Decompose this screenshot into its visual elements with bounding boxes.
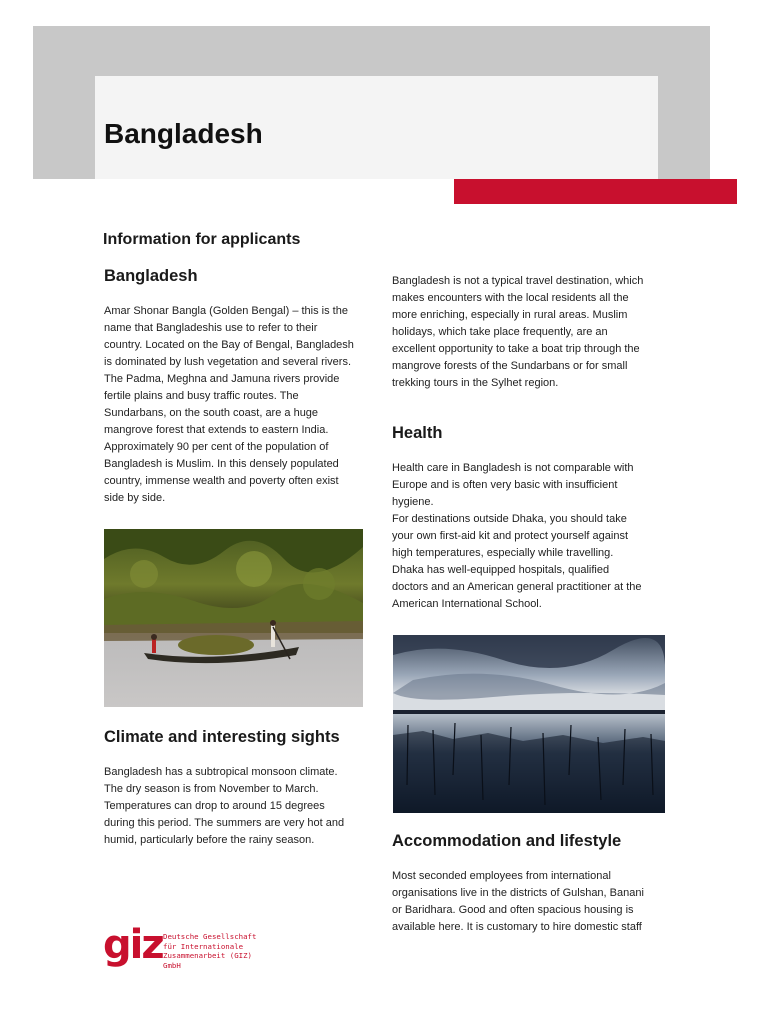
accommodation-heading: Accommodation and lifestyle [392, 832, 622, 850]
bangladesh-paragraph: Amar Shonar Bangla (Golden Bengal) – this is the name that Bangladeshis use to refer to their country. Located on the Bay of Bengal, Bangladesh is dominated by lush vegetation and several rivers. The Padma, Meghna and Jamuna rivers provide fertile plains and busy traffic routes. The Sundarbans, on the south coast, are a huge mangrove forest that extends to eastern India. Approximately 90 per cent of the population of Bangladesh is Muslim. In this densely populated country, immense wealth and poverty often exist side by side. [104, 305, 354, 504]
giz-logo [103, 922, 273, 970]
info-heading: Information for applicants [103, 231, 301, 248]
giz-logo-mark: giz [103, 922, 163, 968]
wetland-photo [393, 635, 665, 813]
health-heading: Health [392, 424, 443, 442]
health-paragraph: Health care in Bangladesh is not comparable with Europe and is often very basic with insufficient hygiene. For destinations outside Dhaka, you should take your own first-aid kit and protect yourself against high temperatures, especially while travelling. Dhaka has well-equipped hospitals, qualified doctors and an American general practitioner at the American International School. [392, 462, 642, 610]
accent-red-bar [454, 179, 737, 204]
travel-paragraph: Bangladesh is not a typical travel destination, which makes encounters with the local residents all the more enriching, especially in rural areas. Muslim holidays, which take place frequently, are an excellent opportunity to take a boat trip through the mangrove forests of the Sundarbans or for small trekking tours in the Sylhet region. [392, 275, 644, 389]
accommodation-paragraph: Most seconded employees from international organisations live in the districts of Gulshan, Banani or Baridhara. Good and often spacious housing is available here. It is customary to hire domestic staff [392, 870, 644, 933]
bangladesh-heading: Bangladesh [104, 267, 198, 285]
river-boat-photo [104, 529, 363, 707]
climate-paragraph: Bangladesh has a subtropical monsoon climate. The dry season is from November to March. Temperatures can drop to around 15 degrees during this period. The summers are very hot and humid, particularly before the rainy season. [104, 766, 345, 846]
climate-heading: Climate and interesting sights [104, 728, 340, 746]
page-title: Bangladesh [104, 118, 263, 149]
giz-logo-text: Deutsche Gesellschaft für Internationale Zusammenarbeit (GIZ) GmbH [163, 932, 257, 970]
